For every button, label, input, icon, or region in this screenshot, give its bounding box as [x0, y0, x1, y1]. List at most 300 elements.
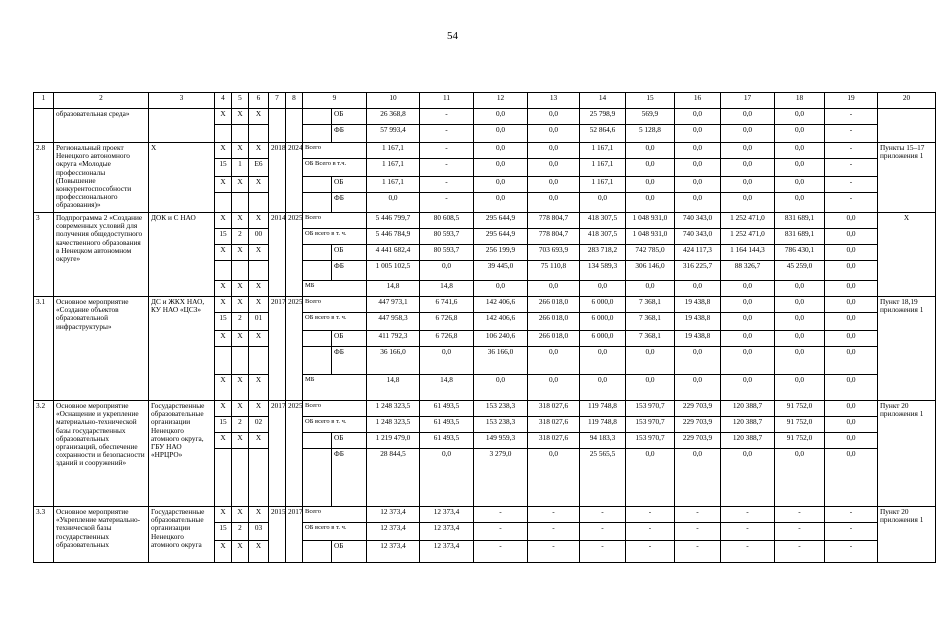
value-cell: 0,0 [580, 375, 626, 401]
code-cell: X [215, 297, 232, 313]
value-cell: 0,0 [775, 313, 825, 331]
value-cell: - [825, 125, 878, 143]
code-cell: X [215, 213, 232, 229]
value-cell: 0,0 [675, 159, 721, 177]
value-cell: 45 259,0 [775, 261, 825, 281]
value-cell: 0,0 [825, 347, 878, 375]
code-cell: X [249, 541, 269, 563]
code-cell: X [249, 297, 269, 313]
code-cell: X [215, 401, 232, 417]
value-cell: 61 493,5 [420, 433, 474, 449]
value-cell: 0,0 [825, 229, 878, 245]
code-cell: X [215, 177, 232, 193]
value-cell: 0,0 [626, 193, 675, 213]
value-cell: 0,0 [675, 449, 721, 507]
start-year: 2014 [269, 213, 286, 297]
code-cell: X [249, 331, 269, 347]
funding-source: ОБ [332, 245, 367, 261]
row-number: 3 [34, 213, 54, 297]
code-cell: X [249, 433, 269, 449]
value-cell: 229 703,9 [675, 401, 721, 417]
value-cell: - [721, 523, 775, 541]
value-cell: 57 993,4 [367, 125, 420, 143]
code-cell: X [232, 541, 249, 563]
value-cell: 120 388,7 [721, 401, 775, 417]
code-cell: X [215, 507, 232, 523]
value-cell: - [420, 177, 474, 193]
value-cell: 12 373,4 [420, 523, 474, 541]
value-cell: 740 343,0 [675, 213, 721, 229]
value-cell: 0,0 [825, 433, 878, 449]
column-header: 10 [367, 93, 420, 109]
code-cell: X [232, 213, 249, 229]
value-cell: - [580, 523, 626, 541]
blank-cell [303, 193, 332, 213]
code-cell: X [232, 297, 249, 313]
value-cell: 0,0 [721, 143, 775, 159]
value-cell: 0,0 [721, 449, 775, 507]
value-cell: 0,0 [775, 125, 825, 143]
value-cell: 5 446 784,9 [367, 229, 420, 245]
column-header: 16 [675, 93, 721, 109]
funding-source: МБ [303, 375, 367, 401]
code-cell: X [215, 143, 232, 159]
value-cell: 88 326,7 [721, 261, 775, 281]
start-year [269, 109, 286, 143]
column-header: 3 [149, 93, 215, 109]
column-header: 8 [286, 93, 303, 109]
value-cell: 0,0 [626, 281, 675, 297]
value-cell: 0,0 [528, 159, 580, 177]
value-cell: - [825, 193, 878, 213]
code-cell [232, 261, 249, 281]
value-cell: 266 018,0 [528, 313, 580, 331]
funding-source: Всего [303, 213, 367, 229]
value-cell: 0,0 [474, 375, 528, 401]
value-cell: - [420, 125, 474, 143]
value-cell: - [825, 523, 878, 541]
item-name: Основное мероприятие «Оснащение и укрепление материально-технической базы государственных образовательных организаций, обеспечение сохранности и безопасности зданий и сооружений» [54, 401, 149, 507]
row-number: 3.3 [34, 507, 54, 563]
value-cell: 0,0 [626, 347, 675, 375]
budget-table [33, 92, 936, 563]
start-year: 2018 [269, 143, 286, 213]
value-cell: 0,0 [721, 347, 775, 375]
value-cell: 266 018,0 [528, 331, 580, 347]
value-cell: 36 166,0 [474, 347, 528, 375]
value-cell: 1 048 931,0 [626, 229, 675, 245]
column-header: 1 [34, 93, 54, 109]
value-cell: 0,0 [528, 375, 580, 401]
start-year: 2015 [269, 507, 286, 563]
code-cell: X [249, 109, 269, 125]
code-cell: X [232, 433, 249, 449]
funding-source: ФБ [332, 449, 367, 507]
end-year: 2025 [286, 213, 303, 297]
funding-source: ОБ [332, 177, 367, 193]
header-row [34, 93, 936, 109]
column-header: 4 [215, 93, 232, 109]
funding-source: Всего [303, 401, 367, 417]
code-cell: X [215, 109, 232, 125]
value-cell: 0,0 [474, 125, 528, 143]
value-cell: 0,0 [775, 177, 825, 193]
code-cell: X [215, 433, 232, 449]
value-cell: 1 219 479,0 [367, 433, 420, 449]
value-cell: 0,0 [528, 347, 580, 375]
value-cell: 0,0 [721, 331, 775, 347]
value-cell: 14,8 [367, 375, 420, 401]
value-cell: 61 493,5 [420, 417, 474, 433]
value-cell: 106 240,6 [474, 331, 528, 347]
value-cell: 134 589,3 [580, 261, 626, 281]
column-header: 5 [232, 93, 249, 109]
value-cell: - [580, 507, 626, 523]
end-year: 2024 [286, 143, 303, 213]
code-cell: X [249, 401, 269, 417]
value-cell: 318 027,6 [528, 433, 580, 449]
value-cell: 0,0 [775, 297, 825, 313]
code-cell [215, 449, 232, 507]
note: Пункт 18,19 приложения 1 [878, 297, 936, 401]
value-cell: 94 183,3 [580, 433, 626, 449]
value-cell: 80 593,7 [420, 229, 474, 245]
value-cell: 0,0 [420, 449, 474, 507]
funding-source: ОБ всего в т. ч. [303, 523, 367, 541]
code-cell: X [232, 331, 249, 347]
value-cell: 14,8 [367, 281, 420, 297]
value-cell: 0,0 [825, 331, 878, 347]
value-cell: 0,0 [528, 193, 580, 213]
row-number: 3.1 [34, 297, 54, 401]
value-cell: 142 406,6 [474, 313, 528, 331]
funding-source: ОБ [332, 331, 367, 347]
value-cell: 0,0 [825, 297, 878, 313]
value-cell: 0,0 [775, 281, 825, 297]
value-cell: 411 792,3 [367, 331, 420, 347]
value-cell: 120 388,7 [721, 417, 775, 433]
value-cell: - [420, 159, 474, 177]
code-cell: X [249, 177, 269, 193]
code-cell: 15 [215, 159, 232, 177]
code-cell: X [215, 281, 232, 297]
value-cell: 19 438,8 [675, 331, 721, 347]
value-cell: 0,0 [721, 281, 775, 297]
value-cell: 14,8 [420, 281, 474, 297]
value-cell: 0,0 [474, 281, 528, 297]
blank-cell [303, 177, 332, 193]
value-cell: 12 373,4 [420, 541, 474, 563]
value-cell: 295 644,9 [474, 229, 528, 245]
code-cell: X [249, 281, 269, 297]
value-cell: 5 128,8 [626, 125, 675, 143]
blank-cell [303, 331, 332, 347]
value-cell: - [626, 507, 675, 523]
value-cell: 75 110,8 [528, 261, 580, 281]
value-cell: 12 373,4 [367, 523, 420, 541]
value-cell: - [675, 523, 721, 541]
column-header: 12 [474, 93, 528, 109]
column-header: 2 [54, 93, 149, 109]
value-cell: 0,0 [580, 193, 626, 213]
value-cell: 742 785,0 [626, 245, 675, 261]
note: Пункты 15–17 приложения 1 [878, 143, 936, 213]
row-number [34, 109, 54, 143]
value-cell: 120 388,7 [721, 433, 775, 449]
value-cell: 0,0 [775, 347, 825, 375]
value-cell: 1 167,1 [580, 177, 626, 193]
value-cell: 266 018,0 [528, 297, 580, 313]
funding-source: ОБ всего в т. ч. [303, 229, 367, 245]
blank-cell [303, 433, 332, 449]
code-cell [215, 125, 232, 143]
value-cell: 0,0 [626, 177, 675, 193]
value-cell: 418 307,5 [580, 229, 626, 245]
value-cell: - [626, 541, 675, 563]
value-cell: - [420, 109, 474, 125]
code-cell: 15 [215, 313, 232, 331]
column-header: 17 [721, 93, 775, 109]
value-cell: 28 844,5 [367, 449, 420, 507]
table-row [34, 213, 936, 229]
code-cell: X [215, 331, 232, 347]
value-cell: 318 027,6 [528, 401, 580, 417]
code-cell [249, 449, 269, 507]
funding-source: ФБ [332, 193, 367, 213]
value-cell: 0,0 [775, 143, 825, 159]
note: Пункт 20 приложения 1 [878, 401, 936, 507]
value-cell: 3 279,0 [474, 449, 528, 507]
value-cell: - [675, 507, 721, 523]
code-cell: X [249, 507, 269, 523]
value-cell: - [528, 541, 580, 563]
value-cell: 12 373,4 [367, 541, 420, 563]
funding-source: ОБ всего в т. ч. [303, 313, 367, 331]
value-cell: 1 248 323,5 [367, 417, 420, 433]
executor [149, 109, 215, 143]
value-cell: 0,0 [825, 281, 878, 297]
code-cell: X [215, 245, 232, 261]
value-cell: 0,0 [721, 375, 775, 401]
value-cell: 0,0 [675, 125, 721, 143]
funding-source: ОБ [332, 433, 367, 449]
value-cell: 0,0 [580, 281, 626, 297]
value-cell: 6 741,6 [420, 297, 474, 313]
value-cell: 4 441 682,4 [367, 245, 420, 261]
value-cell: - [420, 193, 474, 213]
value-cell: 778 804,7 [528, 213, 580, 229]
value-cell: 0,0 [825, 245, 878, 261]
column-header: 19 [825, 93, 878, 109]
value-cell: 229 703,9 [675, 433, 721, 449]
value-cell: 0,0 [675, 193, 721, 213]
start-year: 2017 [269, 297, 286, 401]
column-header: 9 [303, 93, 367, 109]
value-cell: 0,0 [721, 313, 775, 331]
value-cell: 80 608,5 [420, 213, 474, 229]
column-header: 14 [580, 93, 626, 109]
value-cell: 0,0 [825, 313, 878, 331]
table-row [34, 297, 936, 313]
value-cell: 6 726,8 [420, 331, 474, 347]
value-cell: 6 000,0 [580, 313, 626, 331]
code-cell: 03 [249, 523, 269, 541]
note [878, 109, 936, 143]
value-cell: 1 005 102,5 [367, 261, 420, 281]
code-cell: X [249, 375, 269, 401]
value-cell: 786 430,1 [775, 245, 825, 261]
value-cell: 0,0 [528, 449, 580, 507]
column-header: 20 [878, 93, 936, 109]
value-cell: - [825, 507, 878, 523]
table-row [34, 507, 936, 523]
value-cell: 91 752,0 [775, 417, 825, 433]
value-cell: 153 238,3 [474, 417, 528, 433]
value-cell: 0,0 [626, 375, 675, 401]
value-cell: 0,0 [825, 261, 878, 281]
executor: Х [149, 143, 215, 213]
value-cell: 25 798,9 [580, 109, 626, 125]
value-cell: 1 167,1 [367, 159, 420, 177]
value-cell: 0,0 [721, 159, 775, 177]
value-cell: 0,0 [528, 125, 580, 143]
value-cell: - [825, 159, 878, 177]
code-cell [249, 261, 269, 281]
code-cell: 02 [249, 417, 269, 433]
column-header: 7 [269, 93, 286, 109]
blank-cell [303, 245, 332, 261]
value-cell: 6 000,0 [580, 331, 626, 347]
funding-source: ФБ [332, 125, 367, 143]
value-cell: 153 238,3 [474, 401, 528, 417]
value-cell: 569,9 [626, 109, 675, 125]
value-cell: 0,0 [775, 449, 825, 507]
code-cell: X [232, 375, 249, 401]
value-cell: 0,0 [474, 109, 528, 125]
code-cell [232, 193, 249, 213]
value-cell: 91 752,0 [775, 433, 825, 449]
table-row [34, 143, 936, 159]
value-cell: 149 959,3 [474, 433, 528, 449]
blank-cell [303, 109, 332, 125]
value-cell: 256 199,9 [474, 245, 528, 261]
value-cell: 1 167,1 [580, 143, 626, 159]
value-cell: 0,0 [721, 109, 775, 125]
item-name: Основное мероприятие «Укрепление материально-технической базы государственных образовательных [54, 507, 149, 563]
column-header: 15 [626, 93, 675, 109]
value-cell: - [420, 143, 474, 159]
funding-source: ФБ [332, 347, 367, 375]
value-cell: 119 748,8 [580, 417, 626, 433]
value-cell: 703 693,9 [528, 245, 580, 261]
value-cell: - [675, 541, 721, 563]
value-cell: 0,0 [474, 177, 528, 193]
code-cell: 1 [232, 159, 249, 177]
value-cell: 0,0 [775, 159, 825, 177]
value-cell: 142 406,6 [474, 297, 528, 313]
value-cell: 1 167,1 [367, 143, 420, 159]
value-cell: 0,0 [626, 159, 675, 177]
code-cell [249, 193, 269, 213]
code-cell [232, 449, 249, 507]
blank-cell [303, 449, 332, 507]
funding-source: ФБ [332, 261, 367, 281]
code-cell: X [249, 213, 269, 229]
value-cell: 0,0 [528, 143, 580, 159]
value-cell: 153 970,7 [626, 433, 675, 449]
funding-source: ОБ Всего в т.ч. [303, 159, 367, 177]
code-cell: X [232, 401, 249, 417]
value-cell: 91 752,0 [775, 401, 825, 417]
value-cell: 6 000,0 [580, 297, 626, 313]
code-cell [249, 125, 269, 143]
value-cell: 5 446 799,7 [367, 213, 420, 229]
value-cell: 0,0 [420, 261, 474, 281]
code-cell: 15 [215, 523, 232, 541]
end-year: 2025 [286, 297, 303, 401]
value-cell: 7 368,1 [626, 297, 675, 313]
value-cell: 0,0 [675, 143, 721, 159]
value-cell: 0,0 [474, 143, 528, 159]
executor: ДОК и С НАО [149, 213, 215, 297]
value-cell: 14,8 [420, 375, 474, 401]
code-cell [215, 261, 232, 281]
blank-cell [303, 347, 332, 375]
value-cell: 153 970,7 [626, 417, 675, 433]
value-cell: - [775, 523, 825, 541]
funding-source: ОБ [332, 541, 367, 563]
value-cell: 52 864,6 [580, 125, 626, 143]
table-row [34, 109, 936, 125]
executor: Государственные образовательные организации Ненецкого атомного округа, ГБУ НАО «НРЦРО» [149, 401, 215, 507]
end-year [286, 109, 303, 143]
value-cell: 0,0 [775, 109, 825, 125]
value-cell: 229 703,9 [675, 417, 721, 433]
value-cell: 0,0 [528, 177, 580, 193]
value-cell: 0,0 [775, 193, 825, 213]
value-cell: 39 445,0 [474, 261, 528, 281]
value-cell: 0,0 [420, 347, 474, 375]
code-cell: 15 [215, 417, 232, 433]
item-name: Подпрограмма 2 «Создание современных условий для получения общедоступного качественного образования в Ненецком автономном округе» [54, 213, 149, 297]
value-cell: 0,0 [721, 193, 775, 213]
code-cell [232, 347, 249, 375]
code-cell: X [215, 375, 232, 401]
table-row [34, 401, 936, 417]
value-cell: - [775, 541, 825, 563]
value-cell: 61 493,5 [420, 401, 474, 417]
blank-cell [303, 541, 332, 563]
value-cell: 26 368,8 [367, 109, 420, 125]
value-cell: 0,0 [775, 375, 825, 401]
value-cell: 0,0 [474, 159, 528, 177]
value-cell: - [474, 541, 528, 563]
code-cell: X [249, 245, 269, 261]
value-cell: 1 167,1 [367, 177, 420, 193]
code-cell: X [232, 281, 249, 297]
value-cell: 153 970,7 [626, 401, 675, 417]
value-cell: 831 689,1 [775, 229, 825, 245]
value-cell: 1 252 471,0 [721, 213, 775, 229]
code-cell: X [232, 245, 249, 261]
blank-cell [303, 261, 332, 281]
value-cell: 0,0 [721, 125, 775, 143]
code-cell: 2 [232, 313, 249, 331]
code-cell: 2 [232, 229, 249, 245]
value-cell: - [825, 109, 878, 125]
value-cell: 1 248 323,5 [367, 401, 420, 417]
column-header: 18 [775, 93, 825, 109]
